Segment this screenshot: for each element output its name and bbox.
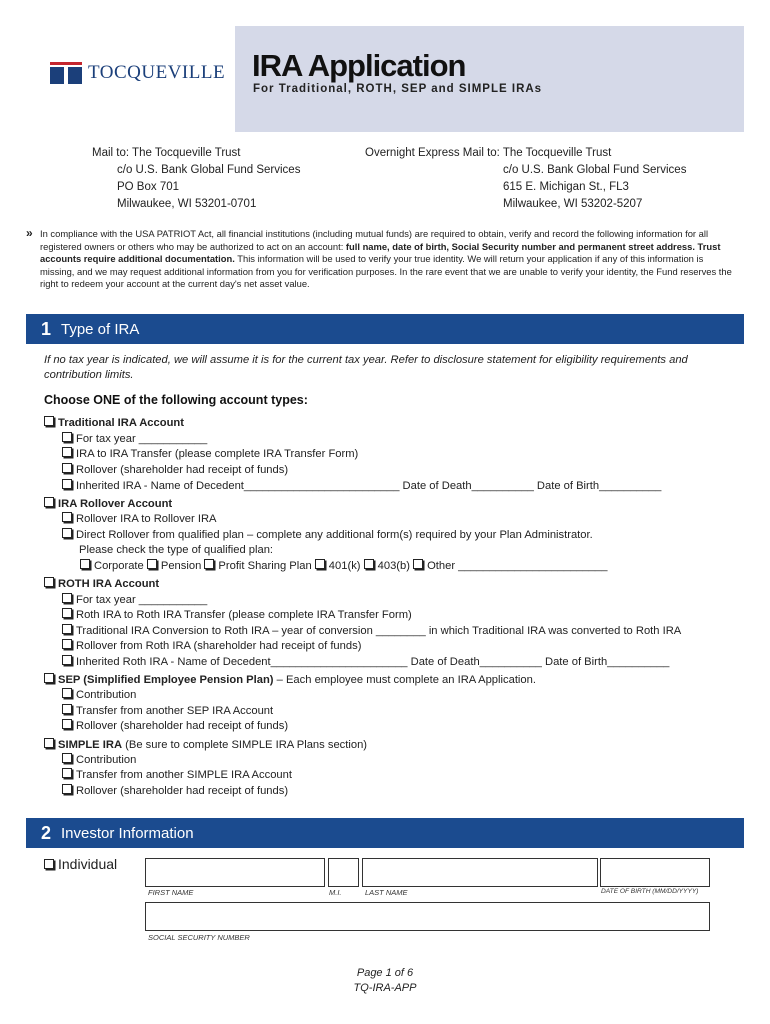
choose-account-type: Choose ONE of the following account types: (44, 393, 308, 407)
page-title: IRA Application (252, 48, 466, 83)
middle-initial-field[interactable] (328, 858, 359, 887)
plan-type-row (80, 559, 608, 575)
checkbox[interactable] (62, 593, 72, 603)
list-item[interactable] (62, 463, 288, 479)
section-1-header (26, 314, 744, 344)
overnight-address (365, 145, 686, 213)
option-label: Inherited Roth IRA - Name of Decedent______________________ Date of Death__________ Date of Birth__________ (76, 656, 670, 668)
section-title: Type of IRA (61, 321, 140, 338)
section-number: 1 (41, 319, 52, 339)
notice-text: This information will be used to verify your true identity. We will return your application if any of this information is missing, and we may request additional information from you for verification purposes. In the rare event that we are unable to verify your identity, the Fund reserves the right to redeem your account at the current day's net asset value. (40, 253, 732, 290)
option-label: Rollover (shareholder had receipt of funds) (76, 720, 289, 732)
page-subtitle: For Traditional, ROTH, SEP and SIMPLE IRAs (253, 83, 543, 95)
ira-rollover-option[interactable] (44, 497, 172, 513)
notice-text: In compliance with the USA PATRIOT Act, all financial institutions (including mutual funds) are required to obtain, verify and record the following information for all registered owners or others who may be authorized to act on an account: (40, 228, 709, 252)
list-item[interactable] (62, 447, 358, 463)
option-label: ROTH IRA Account (58, 578, 160, 590)
list-item[interactable] (62, 719, 288, 735)
page-number: Page 1 of 6 (356, 967, 414, 979)
section-title: Investor Information (61, 825, 194, 842)
patriot-act-notice (40, 228, 735, 291)
mail-line: c/o U.S. Bank Global Fund Services (117, 164, 301, 176)
mail-line: Overnight Express Mail to: The Tocqueville Trust (365, 147, 612, 159)
option-label: Rollover (shareholder had receipt of funds) (76, 785, 289, 797)
option-label: Transfer from another SIMPLE IRA Account (76, 769, 292, 781)
checkbox[interactable] (62, 655, 72, 665)
option-label: Contribution (76, 689, 137, 701)
list-item[interactable] (62, 753, 136, 769)
notice-bold-text: full name, date of birth, Social Security number and permanent street address. Trust accounts require additional documentation. (40, 240, 721, 265)
checkbox[interactable] (44, 577, 54, 587)
option-label: Roth IRA to Roth IRA Transfer (please complete IRA Transfer Form) (76, 609, 412, 621)
sep-ira-option[interactable] (44, 673, 536, 689)
option-label: Traditional IRA Conversion to Roth IRA – year of conversion ________ in which Traditional IRA was converted to Roth IRA (76, 625, 682, 637)
list-item[interactable] (62, 432, 207, 448)
mail-line: Milwaukee, WI 53202-5207 (503, 198, 643, 210)
mail-line: Milwaukee, WI 53201-0701 (117, 198, 257, 210)
form-code: TQ-IRA-APP (353, 982, 417, 994)
checkbox[interactable] (62, 688, 72, 698)
section-number: 2 (41, 823, 52, 843)
traditional-ira-option[interactable] (44, 416, 184, 432)
option-note: (Be sure to complete SIMPLE IRA Plans section) (122, 739, 368, 751)
list-item[interactable] (62, 624, 681, 640)
checkbox[interactable] (44, 738, 54, 748)
date-of-birth-field[interactable] (600, 858, 710, 887)
list-item[interactable] (62, 639, 361, 655)
option-label: Profit Sharing Plan (218, 560, 312, 572)
option-label: Individual (58, 856, 118, 872)
mail-line: c/o U.S. Bank Global Fund Services (503, 164, 687, 176)
field-label: DATE OF BIRTH (MM/DD/YYYY) (601, 888, 699, 895)
checkbox[interactable] (204, 559, 214, 569)
list-item[interactable] (62, 655, 669, 671)
list-item[interactable] (62, 528, 593, 544)
checkbox[interactable] (147, 559, 157, 569)
list-item[interactable] (62, 608, 412, 624)
field-label: FIRST NAME (148, 888, 194, 897)
option-label: Rollover (shareholder had receipt of funds) (76, 464, 289, 476)
last-name-field[interactable] (362, 858, 598, 887)
list-item[interactable] (62, 784, 288, 800)
checkbox[interactable] (62, 753, 72, 763)
option-label: For tax year ___________ (76, 594, 208, 606)
tocqueville-logo (50, 62, 225, 84)
checkbox[interactable] (62, 608, 72, 618)
option-label: 401(k) (328, 560, 361, 572)
option-label: IRA to IRA Transfer (please complete IRA Transfer Form) (76, 448, 359, 460)
checkbox[interactable] (62, 447, 72, 457)
option-label: For tax year ___________ (76, 433, 208, 445)
checkbox[interactable] (62, 768, 72, 778)
checkbox[interactable] (315, 559, 325, 569)
checkbox[interactable] (62, 512, 72, 522)
list-item[interactable] (62, 768, 292, 784)
individual-option[interactable] (44, 857, 117, 873)
option-label: IRA Rollover Account (58, 498, 173, 510)
logo-text: TOCQUEVILLE (88, 62, 226, 83)
checkbox[interactable] (44, 673, 54, 683)
checkbox[interactable] (62, 719, 72, 729)
option-label: Rollover IRA to Rollover IRA (76, 513, 217, 525)
checkbox[interactable] (62, 639, 72, 649)
checkbox[interactable] (62, 624, 72, 634)
checkbox[interactable] (80, 559, 90, 569)
list-item[interactable] (62, 512, 217, 528)
option-label: Pension (160, 560, 202, 572)
field-label: SOCIAL SECURITY NUMBER (148, 933, 250, 942)
checkbox[interactable] (44, 497, 54, 507)
tax-year-note: If no tax year is indicated, we will assume it is for the current tax year. Refer to disclosure statement for eligibility requirements and contribution limits. (44, 354, 688, 381)
option-label: Transfer from another SEP IRA Account (76, 705, 274, 717)
ssn-field[interactable] (145, 902, 710, 931)
option-label: 403(b) (377, 560, 410, 572)
option-label: Traditional IRA Account (58, 417, 184, 429)
field-label: M.I. (329, 888, 342, 897)
list-item[interactable] (62, 479, 661, 495)
first-name-field[interactable] (145, 858, 325, 887)
mail-line: 615 E. Michigan St., FL3 (503, 181, 629, 193)
roth-ira-option[interactable] (44, 577, 159, 593)
checkbox[interactable] (62, 432, 72, 442)
plan-type-prompt: Please check the type of qualified plan: (79, 544, 274, 556)
checkbox[interactable] (413, 559, 423, 569)
page-footer (0, 966, 770, 996)
logo-mark-icon (50, 62, 82, 84)
checkbox[interactable] (62, 704, 72, 714)
option-label: Inherited IRA - Name of Decedent_________________________ Date of Death__________ Date of Birth__________ (76, 480, 662, 492)
option-label: Rollover from Roth IRA (shareholder had receipt of funds) (76, 640, 362, 652)
option-label: SIMPLE IRA (58, 739, 123, 751)
mail-line: PO Box 701 (117, 181, 180, 193)
checkbox[interactable] (44, 416, 54, 426)
checkbox[interactable] (62, 528, 72, 538)
section-2-header (26, 818, 744, 848)
list-item[interactable] (62, 593, 207, 609)
simple-ira-option[interactable] (44, 738, 367, 754)
checkbox[interactable] (62, 463, 72, 473)
checkbox[interactable] (62, 784, 72, 794)
option-label: Corporate (94, 560, 144, 572)
list-item[interactable] (62, 704, 273, 720)
mail-address (92, 145, 300, 213)
checkbox[interactable] (44, 859, 54, 869)
notice-bullet-icon: » (26, 226, 33, 240)
option-label: Other ________________________ (427, 560, 608, 572)
option-note: – Each employee must complete an IRA Application. (273, 674, 536, 686)
list-item[interactable] (62, 688, 136, 704)
option-label: Contribution (76, 754, 137, 766)
checkbox[interactable] (364, 559, 374, 569)
mail-line: Mail to: The Tocqueville Trust (92, 147, 241, 159)
checkbox[interactable] (62, 479, 72, 489)
option-label: SEP (Simplified Employee Pension Plan) (58, 674, 274, 686)
option-label: Direct Rollover from qualified plan – complete any additional form(s) required by your Plan Administrator. (76, 529, 593, 541)
field-label: LAST NAME (365, 888, 408, 897)
